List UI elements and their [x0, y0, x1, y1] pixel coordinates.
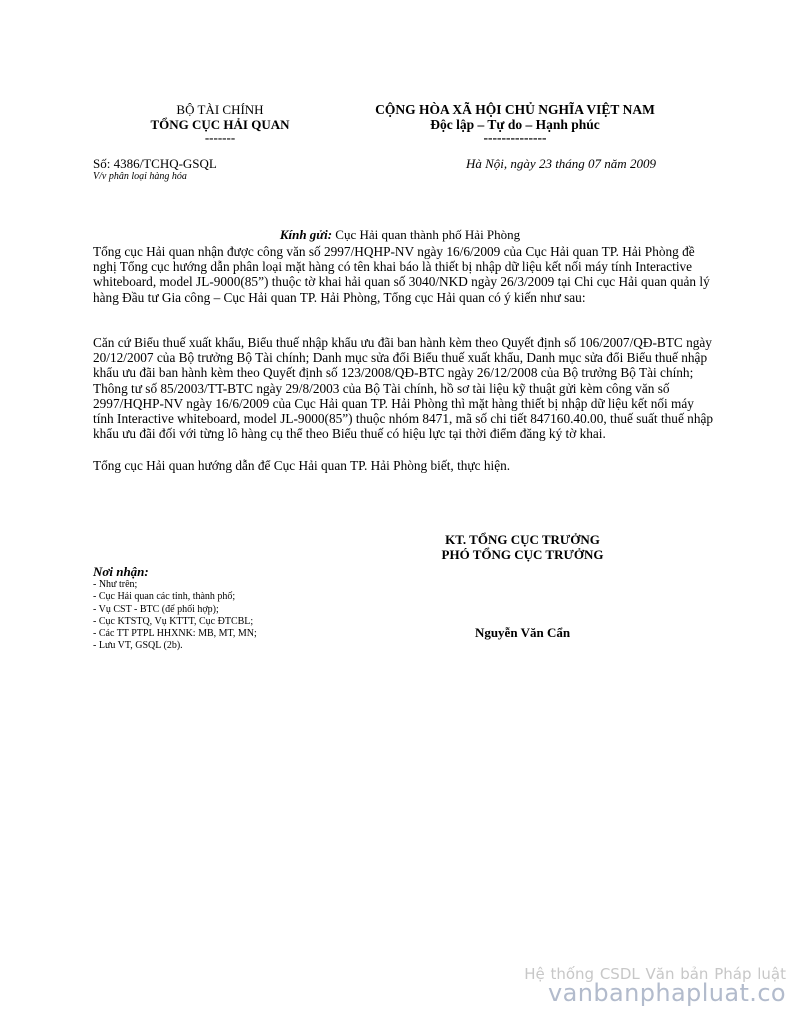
recipients-title: Nơi nhận:	[93, 564, 149, 579]
motto-rule: --------------	[483, 130, 547, 145]
recipient-item: - Lưu VT, GSQL (2b).	[93, 640, 183, 652]
nation-title: CỘNG HÒA XÃ HỘI CHỦ NGHĨA VIỆT NAM	[375, 102, 655, 117]
paragraph-line: whiteboard, model JL-9000(85”) thuộc tờ khai hải quan số 3040/NKD ngày 26/3/2009 tại Chi cục Hải quan quản lý	[93, 274, 710, 290]
recipient-item: - Các TT PTPL HHXNK: MB, MT, MN;	[93, 628, 257, 640]
place-date: Hà Nội, ngày 23 tháng 07 năm 2009	[466, 156, 656, 171]
national-header	[345, 102, 685, 143]
signature-title: KT. TỔNG CỤC TRƯỞNG	[445, 532, 600, 547]
signature-position: PHÓ TỔNG CỤC TRƯỞNG	[441, 547, 604, 562]
paragraph-line: Tổng cục Hải quan nhận được công văn số 2997/HQHP-NV ngày 16/6/2009 của Cục Hải quan TP. Hải Phòng đề	[93, 244, 695, 259]
recipient-item: - Vụ CST - BTC (để phối hợp);	[93, 603, 219, 615]
paragraph-line: nghị Tổng cục hướng dẫn phân loại mặt hàng có tên khai báo là thiết bị nhập dữ liệu kết nối máy tính Interactive	[93, 259, 693, 275]
recipient-item: - Như trên;	[93, 579, 138, 590]
watermark-title: Hệ thống CSDL Văn bản Pháp luật	[524, 965, 786, 983]
ministry-name: BỘ TÀI CHÍNH	[176, 102, 264, 117]
national-motto: Độc lập – Tự do – Hạnh phúc	[430, 117, 600, 132]
signer-name: Nguyễn Văn Cẩn	[474, 625, 571, 640]
paragraph-line: khẩu ưu đãi ban hành kèm theo Quyết định số 123/2008/QĐ-BTC ngày 26/12/2008 của Bộ trưởng Bộ Tài chính;	[93, 365, 694, 381]
body-paragraph-1	[93, 244, 710, 305]
paragraph-line: Thông tư số 85/2003/TT-BTC ngày 29/8/2003 của Bộ Tài chính, hồ sơ tài liệu kỹ thuật gửi kèm công văn số	[93, 380, 670, 396]
paragraph-line: 2997/HQHP-NV ngày 16/6/2009 của Cục Hải quan TP. Hải Phòng thì mặt hàng thiết bị nhập dữ liệu kết nối máy	[93, 395, 694, 411]
addressee-recipient: Cục Hải quan thành phố Hải Phòng	[332, 227, 521, 242]
addressee-label: Kính gửi:	[279, 227, 333, 242]
recipients-list	[93, 564, 257, 653]
recipient-item: - Cục Hải quan các tỉnh, thành phố;	[93, 591, 236, 603]
department-rule: -------	[204, 130, 236, 145]
paragraph-line: 20/12/2007 của Bộ trưởng Bộ Tài chính; Danh mục sửa đổi Biểu thuế xuất khẩu, Danh mục sửa đổi Biểu thuế nhập	[93, 350, 708, 366]
signature-block	[400, 532, 645, 640]
paragraph-line: hàng Đầu tư Gia công – Cục Hải quan TP. Hải Phòng, Tổng cục Hải quan có ý kiến như sau:	[93, 289, 586, 305]
addressee-line	[0, 227, 800, 242]
recipient-item: - Cục KTSTQ, Vụ KTTT, Cục ĐTCBL;	[93, 615, 254, 627]
document-number: Số: 4386/TCHQ-GSQL	[93, 156, 217, 171]
signature-space	[400, 562, 645, 625]
body-paragraph-2	[93, 335, 713, 441]
document-reference	[93, 156, 217, 183]
body-paragraph-3: Tổng cục Hải quan hướng dẫn để Cục Hải quan TP. Hải Phòng biết, thực hiện.	[93, 458, 511, 473]
department-name: TỔNG CỤC HẢI QUAN	[150, 117, 290, 132]
paragraph-line: tính Interactive whiteboard, model JL-9000(85”) thuộc nhóm 8471, mã số chi tiết 847160.40.00, thuế suất thuế nhập	[93, 411, 714, 427]
paragraph-line: Căn cứ Biểu thuế xuất khẩu, Biểu thuế nhập khẩu ưu đãi ban hành kèm theo Quyết định số 106/2007/QĐ-BTC ngày	[93, 335, 712, 350]
paragraph-line: khẩu ưu đãi đối với từng lô hàng cụ thể theo Biểu thuế có hiệu lực tại thời điểm đăng ký tờ khai.	[93, 426, 606, 442]
watermark-site: vanbanphapluat.co	[548, 979, 786, 1007]
document-subject: V/v phân loại hàng hóa	[93, 171, 187, 182]
issuer-header	[100, 102, 340, 143]
